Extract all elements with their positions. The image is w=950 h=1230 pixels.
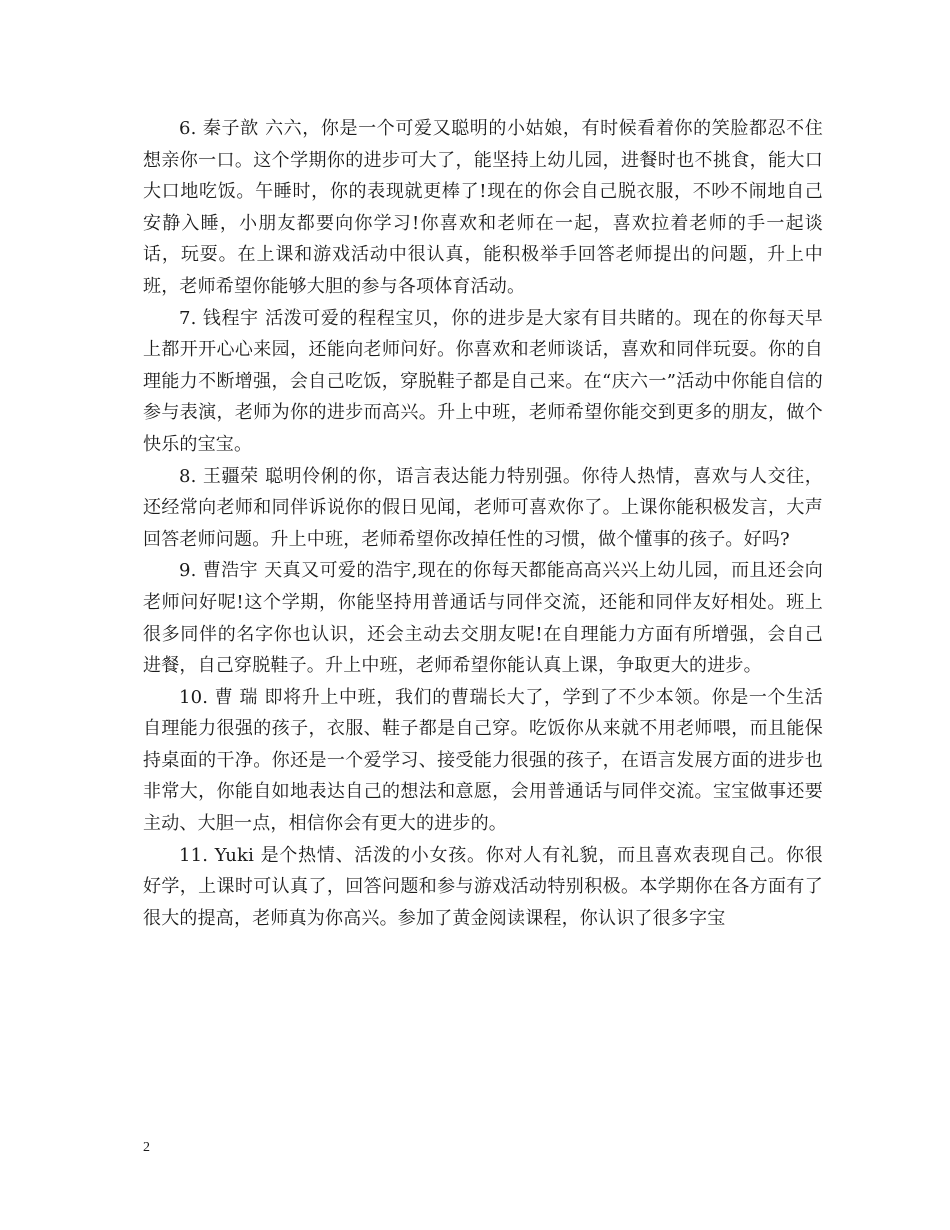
paragraph-9: 9. 曹浩宇 天真又可爱的浩宇,现在的你每天都能高高兴兴上幼儿园，而且还会向老师问好呢!这个学期，你能坚持用普通话与同伴交流，还能和同伴友好相处。班上很多同伴的名字你也认识，还会主动去交朋友呢!在自理能力方面有所增强，会自己进餐，自己穿脱鞋子。升上中班，老师希望你能认真上课，争取更大的进步。: [143, 560, 823, 677]
paragraph-8: 8. 王疆荣 聪明伶俐的你，语言表达能力特别强。你待人热情，喜欢与人交往，还经常向老师和同伴诉说你的假日见闻，老师可喜欢你了。上课你能积极发言，大声回答老师问题。升上中班，老师希望你改掉任性的习惯，做个懂事的孩子。好吗?: [143, 465, 823, 550]
paragraph-7: 7. 钱程宇 活泼可爱的程程宝贝，你的进步是大家有目共睹的。现在的你每天早上都开开心心来园，还能向老师问好。你喜欢和老师谈话，喜欢和同伴玩耍。你的自理能力不断增强，会自己吃饭，穿脱鞋子都是自己来。在“庆六一”活动中你能自信的参与表演，老师为你的进步而高兴。升上中班，老师希望你能交到更多的朋友，做个快乐的宝宝。: [143, 307, 823, 455]
page-number: 2: [143, 1140, 150, 1155]
paragraph-11: 11. Yuki 是个热情、活泼的小女孩。你对人有礼貌，而且喜欢表现自己。你很好学，上课时可认真了，回答问题和参与游戏活动特别积极。本学期你在各方面有了很大的提高，老师真为你高兴。参加了黄金阅读课程，你认识了很多字宝: [143, 844, 823, 929]
body-text: [143, 113, 823, 934]
paragraph-10: 10. 曹 瑞 即将升上中班，我们的曹瑞长大了，学到了不少本领。你是一个生活自理能力很强的孩子，衣服、鞋子都是自己穿。吃饭你从来就不用老师喂，而且能保持桌面的干净。你还是一个爱学习、接受能力很强的孩子，在语言发展方面的进步也非常大，你能自如地表达自己的想法和意愿，会用普通话与同伴交流。宝宝做事还要主动、大胆一点，相信你会有更大的进步的。: [143, 686, 823, 835]
paragraph-6: 6. 秦子歆 六六，你是一个可爱又聪明的小姑娘，有时候看着你的笑脸都忍不住想亲你一口。这个学期你的进步可大了，能坚持上幼儿园，进餐时也不挑食，能大口大口地吃饭。午睡时，你的表现就更棒了!现在的你会自己脱衣服，不吵不闹地自己安静入睡，小朋友都要向你学习!你喜欢和老师在一起，喜欢拉着老师的手一起谈话，玩耍。在上课和游戏活动中很认真，能积极举手回答老师提出的问题，升上中班，老师希望你能够大胆的参与各项体育活动。: [143, 118, 823, 297]
